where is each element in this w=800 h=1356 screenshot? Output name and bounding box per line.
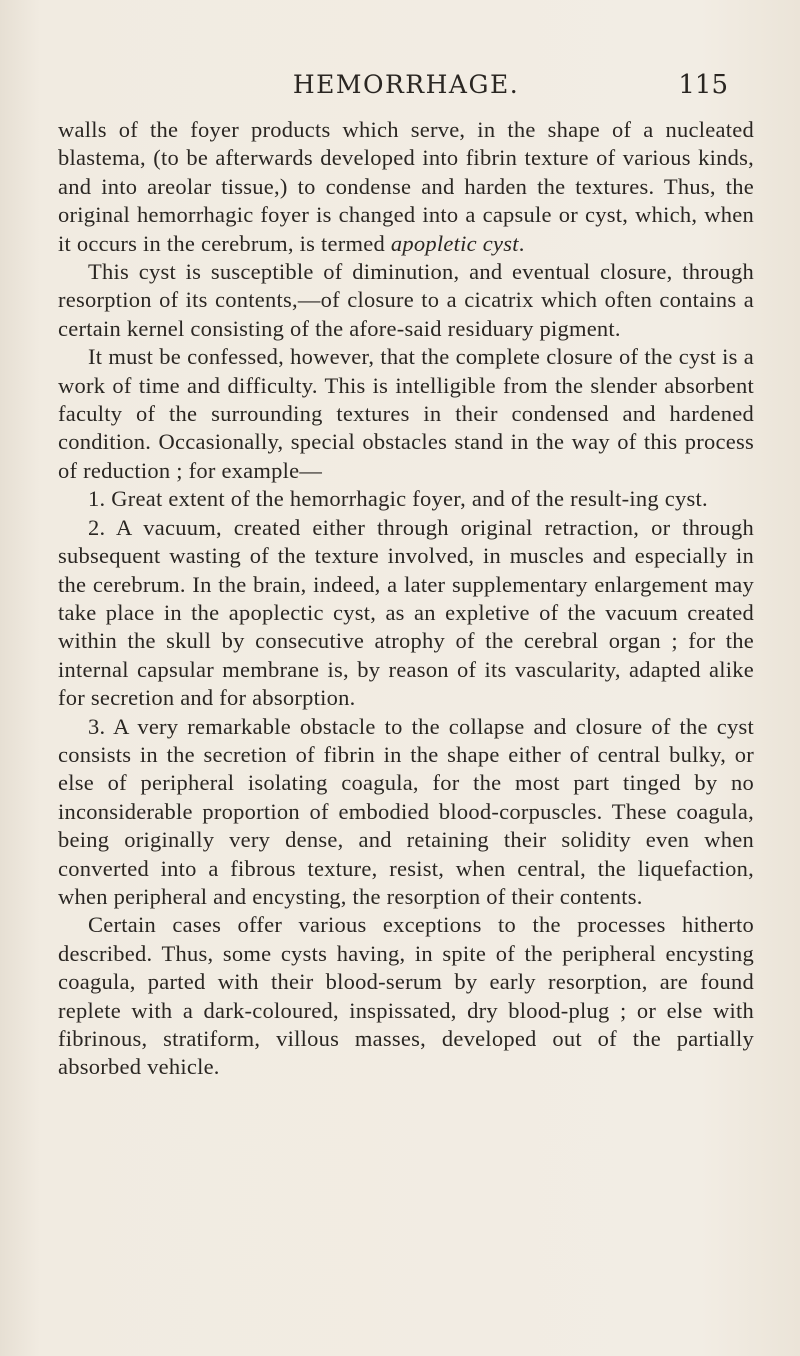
page-number: 115 [678,70,728,100]
italic-term: apopletic cyst [390,230,519,256]
running-title: HEMORRHAGE. [292,70,520,99]
running-head [58,70,754,106]
body-text [58,116,754,1082]
paragraph-text-end: . [518,230,525,256]
list-item-2: 2. A vacuum, created either through original retraction, or through subsequent wasting of the texture involved, in muscles and especially in the cerebrum. In the brain, indeed, a later supplementary enlargement may take place in the apoplectic cyst, as an expletive of the vacuum created within the skull by consecutive atrophy of the cerebral organ ; for the internal capsular membrane is, by reason of its vascularity, adapted alike for secretion and for absorption. [58,514,754,711]
paragraph-text: walls of the foyer products which serve, in the shape of a nucleated blastema, (to be afterwards developed into fibrin texture of various kinds, and into areolar tissue,) to condense and harden the textures. Thus, the original hemorrhagic foyer is changed into a capsule or cyst, which, when it occurs in the cerebrum, is termed [58,117,754,256]
paragraph: Certain cases offer various exceptions to the processes hitherto described. Thus, some cysts having, in spite of the peripheral encysting coagula, parted with their blood-serum by early resorption, are found replete with a dark-coloured, inspissated, dry blood-plug ; or else with fibrinous, stratiform, villous masses, developed out of the partially absorbed vehicle. [58,912,754,1080]
paragraph-continuation [58,116,754,258]
paragraph: This cyst is susceptible of diminution, and eventual closure, through resorption of its contents,—of closure to a cicatrix which often contains a certain kernel consisting of the afore-said residuary pigment. [58,259,754,341]
list-item-1: 1. Great extent of the hemorrhagic foyer, and of the result-ing cyst. [88,486,708,512]
paragraph: It must be confessed, however, that the complete closure of the cyst is a work of time and difficulty. This is intelligible from the slender absorbent faculty of the surrounding textures in their condensed and hardened condition. Occasionally, special obstacles stand in the way of this process of reduction ; for example— [58,344,754,483]
list-item-3: 3. A very remarkable obstacle to the collapse and closure of the cyst consists in the secretion of fibrin in the shape either of central bulky, or else of peripheral isolating coagula, for the most part tinged by no inconsiderable proportion of embodied blood-corpuscles. These coagula, being originally very dense, and retaining their solidity even when converted into a fibrous texture, resist, when central, the liquefaction, when peripheral and encysting, the resorption of their contents. [58,713,754,909]
